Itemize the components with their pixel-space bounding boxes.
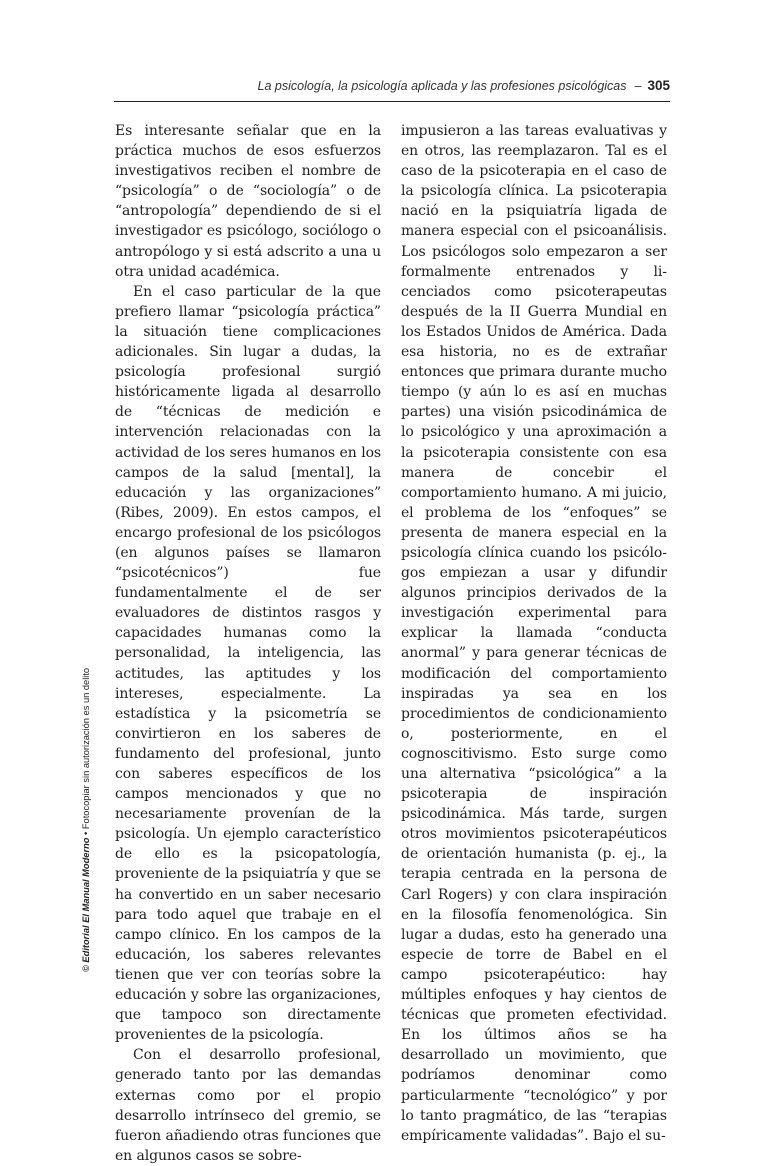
paragraph: Es interesante señalar que en la práctica muchos de esos esfuerzos investigativos reciben el nombre de “psicología” o de “sociología” o de “antropología” dependiendo de si el investigador es psicólogo, sociólogo o antropólogo y si está adscrito a una u otra unidad académica. xyxy=(115,123,381,280)
page-number: 305 xyxy=(647,78,670,93)
copy-warning: • Fotocopiar sin autorización es un delito xyxy=(81,667,91,838)
text-column-left xyxy=(115,121,381,1166)
header-separator: – xyxy=(634,79,642,93)
paragraph: Con el desarrollo profesional, generado tanto por las demandas externas como por el propio desarrollo intrínseco del gremio, se fueron añadiendo otras funciones que en algunos casos se sobre- xyxy=(115,1047,381,1164)
copyright-notice xyxy=(81,668,91,972)
running-head xyxy=(258,78,670,93)
publisher-credit: © Editorial El Manual Moderno xyxy=(81,837,91,972)
running-title: La psicología, la psicología aplicada y las profesiones psicológicas xyxy=(257,79,627,93)
paragraph: impusieron a las tareas evaluativas y en otros, las reemplazaron. Tal es el caso de la psicoterapia en el caso de la psicología clínica. La psicoterapia nació en la psiquiatría ligada de manera especial con el psicoanálisis. Los psicólogos solo empezaron a ser formalmente entrenados y licenciados como psicoterapeutas después de la II Guerra Mundial en los Estados Unidos de América. Dada esa historia, no es de extrañar entonces que primara durante mucho tiempo (y aún lo es así en muchas partes) una visión psicodinámica de lo psicológico y una aproximación a la psicoterapia consistente con esa manera de concebir el comportamiento humano. A mi juicio, el problema de los “enfoques” se presenta de manera especial en la psicología clínica cuando los psicólogos empiezan a usar y difundir algunos principios derivados de la investigación experimental para explicar la llamada “conducta anormal” y para generar técnicas de modificación del comportamiento inspiradas ya sea en los procedimientos de condicionamiento o, posteriormente, en el cognoscitivismo. Esto surge como una alternativa “psicológica” a la psicoterapia de inspiración psicodinámica. Más tarde, surgen otros movimientos psicoterapéuticos de orientación humanista (p. ej., la terapia centrada en la persona de Carl Rogers) y con clara inspiración en la filosofía fenomenológica. Sin lugar a dudas, esto ha generado una especie de torre de Babel en el campo psicoterapéutico: hay múltiples enfoques y hay cientos de técnicas que prometen efectividad. En los últimos años se ha desarrollado un movimiento, que podríamos denominar como particularmente “tecnológico” y por lo tanto pragmático, de las “terapias empíricamente validadas”. Bajo el su- xyxy=(401,123,667,1144)
text-column-right xyxy=(401,121,667,1146)
paragraph: En el caso particular de la que prefiero llamar “psicología práctica” la situación tiene complicaciones adicionales. Sin lugar a dudas, la psicología profesional surgió históricamente ligada al desarrollo de “técnicas de medición e intervención relacionadas con la actividad de los seres humanos en los campos de la salud [mental], la educación y las organizaciones” (Ribes, 2009). En estos campos, el encargo profesional de los psicólogos (en algunos países se llamaron “psicotécnicos”) fue fundamentalmente el de ser evaluadores de distintos rasgos y capacidades humanas como la personalidad, la inteligencia, las actitudes, las aptitudes y los intereses, especialmente. La estadística y la psicometría se convirtieron en los saberes de fundamento del profesional, junto con saberes específicos de los campos mencionados y que no necesariamente provenían de la psicología. Un ejemplo característico de ello es la psicopatología, proveniente de la psiquiatría y que se ha convertido en un saber necesario para todo aquel que trabaje en el campo clínico. En los campos de la educación, los saberes relevantes tienen que ver con teorías sobre la educación y sobre las organizaciones, que tampoco son directamente provenientes de la psicología. xyxy=(115,283,381,1044)
header-rule xyxy=(114,101,670,102)
